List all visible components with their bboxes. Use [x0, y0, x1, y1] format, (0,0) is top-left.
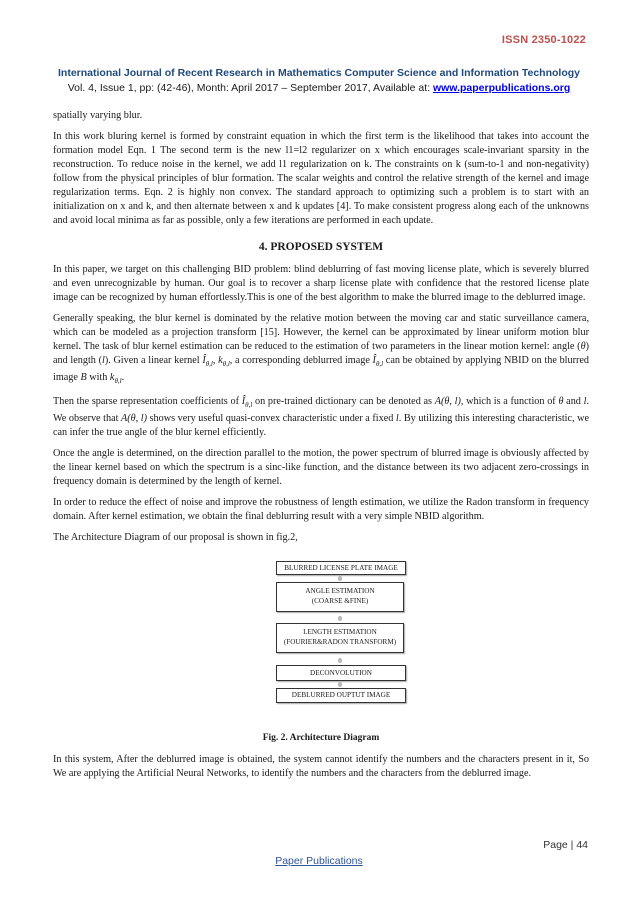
website-link[interactable]: www.paperpublications.org: [432, 82, 571, 94]
page-number: Page | 44: [543, 839, 588, 851]
issn-label: ISSN 2350-1022: [501, 34, 586, 46]
diagram-box-deblurred-output: DEBLURRED OUPTUT IMAGE: [276, 688, 406, 703]
paragraph: In order to reduce the effect of noise and improve the robustness of length estimation, we utilize the Radon transform in frequency domain. After kernel estimation, we obtain the final deblurring result with a very simple NBID algorithm.: [53, 497, 589, 523]
diagram-connector: [338, 576, 342, 581]
volume-info: Vol. 4, Issue 1, pp: (42-46), Month: April 2017 – September 2017, Available at: www.paperpublications.org: [67, 82, 571, 94]
architecture-diagram: [276, 561, 406, 713]
diagram-connector: [338, 658, 342, 663]
paragraph: Then the sparse representation coefficients of $Î_{\theta,l}$ on pre-trained dictionary can be denoted as A(θ, l), which is a function of θ and l. We observe that A(θ, l) shows very useful quasi-convex characteristic under a fixed l. By utilizing this interesting characteristic, we can infer the true angle of the blur kernel efficiently.: [53, 396, 590, 439]
article-body: [53, 109, 589, 788]
diagram-box-length-estimation: LENGTH ESTIMATION (FOURIER&RADON TRANSFORM): [276, 623, 404, 653]
paragraph: In this system, After the deblurred image is obtained, the system cannot identify the numbers and the characters present in it, So We are applying the Artificial Neural Networks, to identify the numbers and the characters from the deblurred image.: [53, 754, 589, 780]
publisher-link[interactable]: Paper Publications: [275, 855, 363, 867]
diagram-box-blurred-input: BLURRED LICENSE PLATE IMAGE: [276, 561, 406, 575]
paragraph: spatially varying blur.: [53, 110, 143, 121]
paragraph: In this work bluring kernel is formed by constraint equation in which the first term is the likelihood that takes into account the formation model Eqn. 1 The second term is the new l1=l2 regularizer on x which encourages scale-invariant sparsity in the reconstruction. To reduce noise in the kernel, we add l1 regularization on k. The constraints on k (sum-to-1 and non-negativity) follow from the physical principles of blur formation. The scalar weights and control the relative strength of the kernel and image regularization terms. Eqn. 2 is highly non convex. The standard approach to optimizing such a problem is to start with an initialization on x and k, and then alternate between x and k updates [4]. To make consistent progress along each of the unknowns and avoid local minima as far as possible, only a few iterations are performed in each update.: [53, 131, 589, 226]
paragraph: In this paper, we target on this challenging BID problem: blind deblurring of fast moving license plate, which is severely blurred and even unrecognizable by human. Our goal is to recover a sharp license plate with confidence that the restored license plate image can be recognized by human effortlessly.This is one of the best algorithm to make the blurred image to the deblurred image.: [53, 264, 589, 303]
figure-caption: Fig. 2. Architecture Diagram: [262, 733, 380, 744]
paragraph: Generally speaking, the blur kernel is dominated by the relative motion between the moving car and static surveillance camera, which can be modeled as a projection transform [15]. However, the kernel can be approximated by linear uniform motion blur kernel. The task of blur kernel estimation can be reduced to the estimation of two parameters in the linear motion kernel: angle (θ) and length (l). Given a linear kernel $Î_{\theta,l}$, $k_{\theta,l}$, a corresponding deblurred image $Î_{\theta,l}$ can be obtained by applying NBID on the blurred image B with $k_{\theta,l}$.: [53, 313, 589, 386]
diagram-box-deconvolution: DECONVOLUTION: [276, 665, 406, 681]
diagram-connector: [338, 616, 342, 621]
footer: [0, 855, 638, 867]
journal-header: [40, 66, 598, 96]
diagram-connector: [338, 682, 342, 687]
paragraph: Once the angle is determined, on the direction parallel to the motion, the power spectrum of blurred image is obviously affected by the linear kernel based on which the spectrum is a sinc-like function, and the distance between its two adjacent zero-crossings in frequency domain is determined by the length of kernel.: [53, 448, 589, 488]
journal-title: International Journal of Recent Research in Mathematics Computer Science and Information Technology: [58, 67, 580, 79]
diagram-box-angle-estimation: ANGLE ESTIMATION (COARSE &FINE): [276, 582, 404, 612]
section-heading: 4. PROPOSED SYSTEM: [258, 241, 384, 253]
paragraph: The Architecture Diagram of our proposal is shown in fig.2,: [53, 532, 298, 544]
